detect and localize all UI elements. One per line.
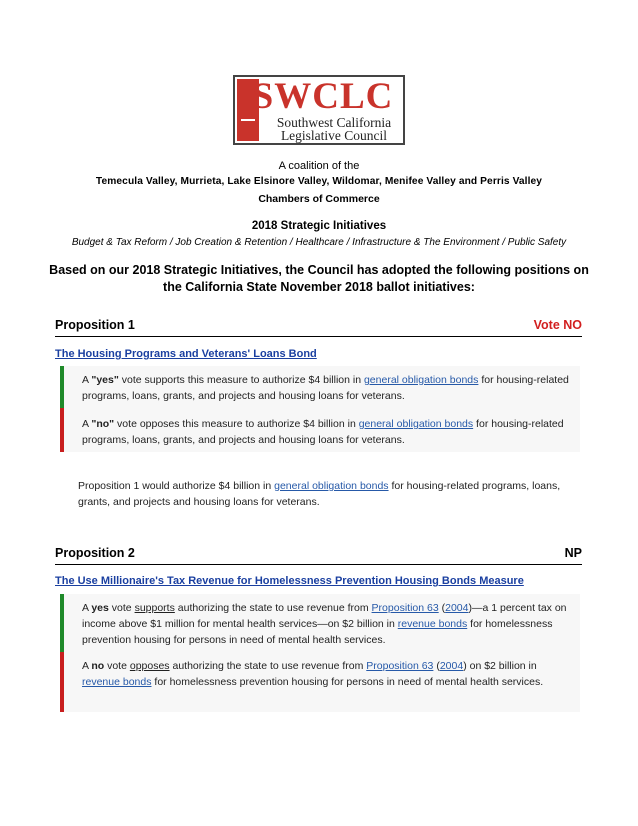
year-2004-link[interactable]: 2004 (445, 602, 469, 614)
logo-subtitle-line1: Southwest California (276, 115, 392, 130)
yes-bar (60, 366, 64, 408)
prop1-heading: Proposition 1 (55, 318, 135, 332)
swclc-logo (233, 75, 405, 145)
prop1-no-text: A "no" vote opposes this measure to authorize $4 billion in general obligation bonds for housing-related programs, loans, grants, and projects and housing loans for veterans. (82, 418, 564, 446)
general-obligation-bonds-link[interactable]: general obligation bonds (358, 418, 474, 430)
yes-bar (60, 594, 64, 652)
prop2-title-link[interactable]: The Use Millionaire's Tax Revenue for Homelessness Prevention Housing Bonds Measure (55, 575, 524, 587)
prop1-yes-text: A "yes" vote supports this measure to authorize $4 billion in general obligation bonds for housing-related programs, loans, grants, and projects and housing loans for veterans. (82, 374, 569, 402)
intro-statement: Based on our 2018 Strategic Initiatives, the Council has adopted the following positions on the California State November 2018 ballot initiatives: (49, 263, 589, 294)
proposition-63-link[interactable]: Proposition 63 (371, 602, 439, 614)
coalition-line1: A coalition of the (278, 160, 360, 172)
prop2-yes-text: A yes vote supports authorizing the state to use revenue from Proposition 63 (2004)—a 1 percent tax on income above $1 million for mental health services—on $2 billion in revenue bonds for homelessness prevention housing for persons in need of mental health services. (82, 602, 567, 646)
prop1-title-link[interactable]: The Housing Programs and Veterans' Loans Bond (55, 348, 317, 360)
prop2-position: NP (564, 546, 582, 560)
no-bar (60, 408, 64, 452)
revenue-bonds-link[interactable]: revenue bonds (82, 676, 152, 688)
prop1-position: Vote NO (533, 318, 582, 332)
general-obligation-bonds-link[interactable]: general obligation bonds (363, 374, 479, 386)
logo-title: SWCLC (252, 76, 394, 117)
prop1-vote-box (60, 366, 580, 452)
initiatives-subtitle: Budget & Tax Reform / Job Creation & Retention / Healthcare / Infrastructure & The Environment / Public Safety (71, 237, 567, 248)
prop2-vote-box (60, 594, 580, 712)
year-2004-link[interactable]: 2004 (439, 660, 464, 672)
initiatives-title: 2018 Strategic Initiatives (251, 220, 387, 232)
prop2-heading: Proposition 2 (55, 546, 135, 560)
prop2-no-text: A no vote opposes authorizing the state to use revenue from Proposition 63 (2004) on $2 billion in revenue bonds for homelessness prevention housing for persons in need of mental health services. (82, 660, 544, 688)
prop1-heading-row (55, 318, 582, 337)
coalition-members: Temecula Valley, Murrieta, Lake Elsinore Valley, Wildomar, Menifee Valley and Perris Valley (95, 176, 543, 187)
prop2-heading-row (55, 546, 582, 565)
revenue-bonds-link[interactable]: revenue bonds (397, 618, 468, 630)
prop1-summary: Proposition 1 would authorize $4 billion in general obligation bonds for housing-related programs, loans, grants, and projects and housing loans for veterans. (78, 480, 561, 508)
general-obligation-bonds-link[interactable]: general obligation bonds (274, 480, 389, 492)
logo-subtitle-line2: Legislative Council (280, 128, 388, 143)
no-bar (60, 652, 64, 712)
coalition-line3: Chambers of Commerce (258, 193, 380, 205)
proposition-63-link[interactable]: Proposition 63 (366, 660, 434, 672)
